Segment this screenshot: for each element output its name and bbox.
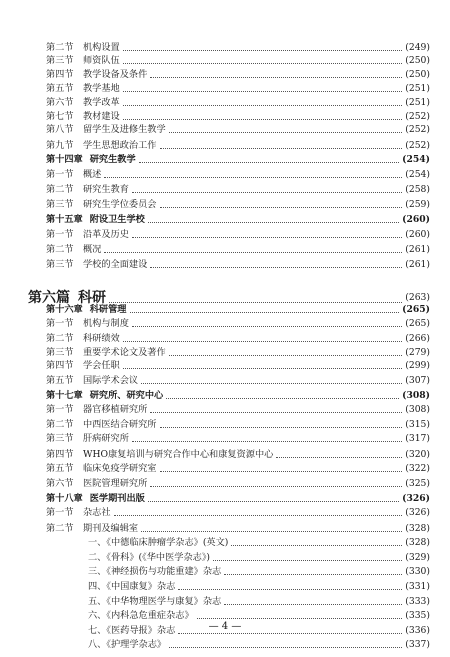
toc-page-ref: (329) [405,552,430,563]
toc-title: 医院管理研究所 [83,478,148,489]
toc-title: 教学设备及条件 [83,69,148,80]
toc-number: 第一节 [46,169,74,180]
dot-leader [132,191,402,193]
toc-title: 肝病研究所 [83,433,129,444]
toc-subentry [46,551,430,565]
toc-number: 第六篇 [28,290,70,306]
toc-subentry [46,595,430,609]
toc-section [46,317,430,331]
toc-page-ref: (261) [405,244,430,255]
toc-title: 科研绩效 [83,333,120,344]
toc-page-ref: (259) [405,199,430,210]
dot-leader [141,382,402,384]
toc-title: 二、《骨科》(《华中医学杂志》) [88,552,210,563]
toc-number: 第三节 [46,347,74,358]
toc-number: 第五节 [46,83,74,94]
dot-leader [123,340,403,342]
toc-number: 第三节 [46,433,74,444]
toc-page-ref: (249) [405,42,430,53]
toc-section [46,359,430,373]
toc-title: 机构设置 [83,42,120,53]
toc-page-ref: (263) [405,292,430,303]
toc-subentry [46,536,430,550]
dot-leader [213,559,402,561]
dot-leader [123,62,403,64]
toc-title: 中西医结合研究所 [83,419,157,430]
dot-leader [132,325,402,327]
toc-number: 第三节 [46,259,74,270]
toc-page-ref: (326) [402,493,430,504]
toc-title: 研究生教学 [89,154,136,165]
toc-section [46,346,430,360]
toc-page-ref: (335) [405,610,430,621]
dot-leader [178,588,402,590]
toc-number: 第十七章 [46,390,83,401]
dot-leader [150,485,402,487]
toc-section [46,418,430,432]
toc-title: 教材建设 [83,111,120,122]
dot-leader [169,646,402,648]
toc-section [46,522,430,536]
toc-number: 第二节 [46,42,74,53]
toc-number: 第二节 [46,184,74,195]
toc-subentry [46,638,430,652]
toc-number: 第三节 [46,55,74,66]
toc-number: 第一节 [46,507,74,518]
dot-leader [150,266,402,268]
dot-leader [224,573,402,575]
toc-chapter [46,153,430,167]
toc-number: 第二节 [46,244,74,255]
toc-section [46,168,430,182]
toc-title: 机构与制度 [83,318,129,329]
toc-title: 杂志社 [83,507,111,518]
toc-number: 第四节 [46,360,74,371]
dot-leader [141,530,402,532]
dot-leader [123,49,403,51]
toc-title: 沿革及历史 [83,229,129,240]
toc-section [46,139,430,153]
toc-chapter [46,389,430,403]
toc-title: 八、《护理学杂志》 [88,639,167,650]
toc-title: 一、《中德临床肿瘤学杂志》(英文) [88,537,229,548]
toc-section [46,41,430,55]
dot-leader [166,397,399,399]
toc-number: 第五节 [46,463,74,474]
toc-page-ref: (299) [405,360,430,371]
dot-leader [178,632,402,634]
toc-title: 研究生学位委员会 [83,199,157,210]
toc-page-ref: (250) [405,69,430,80]
toc-number: 第一节 [46,318,74,329]
toc-section [46,403,430,417]
toc-section [46,228,430,242]
toc-page-ref: (308) [402,390,430,401]
toc-title: 概况 [83,244,102,255]
dot-leader [160,206,403,208]
toc-title: 教学改革 [83,97,120,108]
toc-title: 期刊及编辑室 [83,523,139,534]
toc-chapter [46,492,430,506]
toc-title: 三、《神经损伤与功能重建》杂志 [88,566,222,577]
toc-number: 第九节 [46,140,74,151]
toc-title: 学生思想政治工作 [83,140,157,151]
toc-section [46,374,430,388]
toc-number: 第八节 [46,124,74,135]
toc-page-ref: (307) [405,375,430,386]
toc-title: 医学期刊出版 [89,493,145,504]
toc-page-ref: (252) [405,140,430,151]
toc-number: 第十四章 [46,154,83,165]
toc-page-ref: (251) [405,97,430,108]
dot-leader [197,617,403,619]
toc-title: 研究生教育 [83,184,129,195]
dot-leader [130,311,400,313]
toc-section [46,110,430,124]
toc-title: 科研 [78,290,106,306]
toc-page-ref: (326) [405,507,430,518]
toc-page-ref: (331) [405,581,430,592]
toc-subentry [46,580,430,594]
toc-page-ref: (261) [405,259,430,270]
toc-number: 第四节 [46,69,74,80]
toc-section [46,477,430,491]
toc-number: 第六节 [46,97,74,108]
toc-page-ref: (325) [405,478,430,489]
toc-number: 第二节 [46,523,74,534]
dot-leader [123,104,403,106]
toc-page-ref: (252) [405,111,430,122]
toc-subentry [46,565,430,579]
toc-title: 国际学术会议 [83,375,139,386]
toc-title: 教学基地 [83,83,120,94]
toc-title: 临床免疫学研究室 [83,463,157,474]
dot-leader [148,221,399,223]
toc-page-ref: (328) [405,537,430,548]
toc-title: 器官移植研究所 [83,404,148,415]
toc-title: WHO康复培训与研究合作中心和康复资源中心 [83,449,274,460]
dot-leader [104,176,402,178]
toc-page-ref: (254) [402,154,430,165]
toc-number: 第十五章 [46,214,83,225]
dot-leader [169,354,403,356]
dot-leader [114,514,403,516]
toc-number: 第六节 [46,478,74,489]
toc-section [46,183,430,197]
toc-number: 第一节 [46,229,74,240]
toc-section [46,198,430,212]
toc-number: 第七节 [46,111,74,122]
toc-title: 科研管理 [89,304,127,315]
toc-page-ref: (265) [402,304,430,315]
dot-leader [160,470,403,472]
toc-page-ref: (330) [405,566,430,577]
toc-page-ref: (333) [405,596,430,607]
toc-number: 第十六章 [46,304,83,315]
dot-leader [160,426,403,428]
dot-leader [276,456,402,458]
toc-page-ref: (320) [405,449,430,460]
toc-page-ref: (317) [405,433,430,444]
toc-page-ref: (328) [405,523,430,534]
toc-page-ref: (251) [405,83,430,94]
toc-chapter [46,303,430,317]
dot-leader [123,118,403,120]
dot-leader [150,411,402,413]
dot-leader [132,440,402,442]
toc-chapter [46,213,430,227]
page-number: — 4 — [208,621,242,632]
toc-section [46,258,430,272]
toc-title: 留学生及进修生教学 [83,124,166,135]
dot-leader [231,544,402,546]
toc-title: 五、《中华物理医学与康复》杂志 [88,596,222,607]
toc-page-ref: (250) [405,55,430,66]
toc-section [46,448,430,462]
toc-section [46,462,430,476]
dot-leader [123,90,403,92]
toc-page-ref: (308) [405,404,430,415]
toc-section [46,82,430,96]
toc-section [46,332,430,346]
dot-leader [148,500,399,502]
dot-leader [160,147,403,149]
toc-section [46,96,430,110]
toc-page-ref: (260) [405,229,430,240]
toc-page-ref: (315) [405,419,430,430]
toc-page-ref: (336) [405,625,430,636]
dot-leader [139,161,399,163]
toc-section [46,54,430,68]
toc-title: 师资队伍 [83,55,120,66]
toc-page-ref: (265) [405,318,430,329]
toc-page-ref: (337) [405,639,430,650]
toc-page-ref: (322) [405,463,430,474]
toc-page-ref: (258) [405,184,430,195]
toc-title: 研究所、研究中心 [89,390,164,401]
toc-title: 七、《医药导报》杂志 [88,625,176,636]
toc-title: 四、《中国康复》杂志 [88,581,176,592]
toc-page-ref: (279) [405,347,430,358]
toc-section [46,432,430,446]
dot-leader [132,236,402,238]
dot-leader [150,76,402,78]
toc-page-ref: (266) [405,333,430,344]
toc-section [46,506,430,520]
dot-leader [123,367,403,369]
toc-page-ref: (260) [402,214,430,225]
toc-page-ref: (252) [405,124,430,135]
toc-title: 附设卫生学校 [89,214,145,225]
toc-title: 学校的全面建设 [83,259,148,270]
toc-number: 第五节 [46,375,74,386]
toc-number: 第一节 [46,404,74,415]
toc-number: 第二节 [46,419,74,430]
dot-leader [224,603,402,605]
toc-number: 第十八章 [46,493,83,504]
toc-title: 概述 [83,169,102,180]
toc-page-ref: (254) [405,169,430,180]
toc-title: 六、《内科急危重症杂志》 [88,610,194,621]
toc-title: 学会任职 [83,360,120,371]
toc-section [46,243,430,257]
toc-number: 第四节 [46,449,74,460]
dot-leader [104,251,402,253]
toc-section [46,68,430,82]
toc-section [46,123,430,137]
toc-number: 第三节 [46,199,74,210]
toc-number: 第二节 [46,333,74,344]
dot-leader [169,131,403,133]
toc-title: 重要学术论文及著作 [83,347,166,358]
